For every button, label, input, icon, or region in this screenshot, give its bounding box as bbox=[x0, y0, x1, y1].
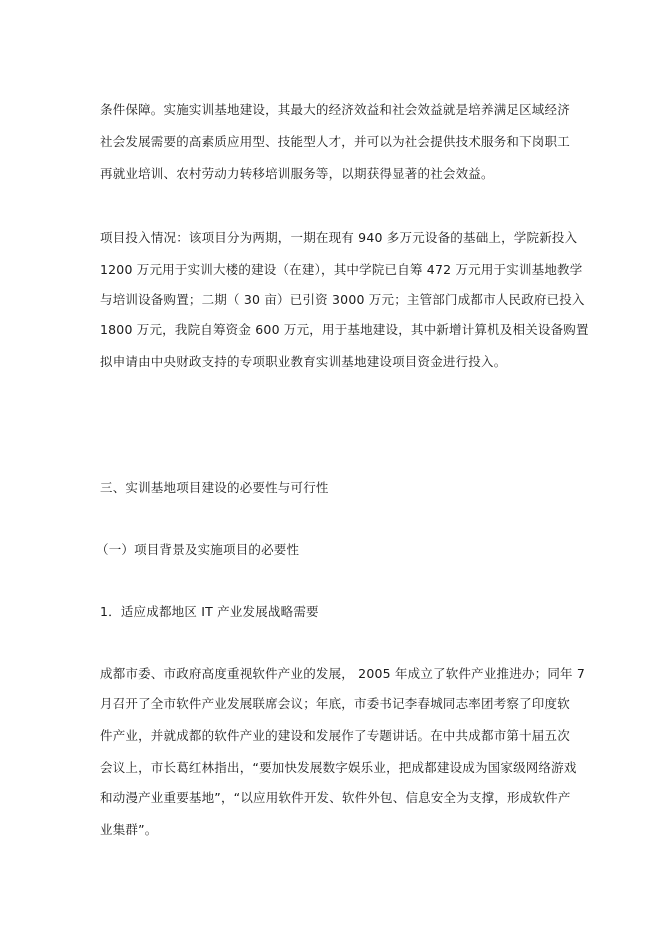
paragraph-line: 再就业培训、农村劳动力转移培训服务等，以期获得显著的社会效益。 bbox=[100, 166, 494, 181]
paragraph-line: 会议上，市长葛红林指出，“要加快发展数字娱乐业，把成都建设成为国家级网络游戏 bbox=[100, 760, 577, 775]
paragraph-line: 月召开了全市软件产业发展联席会议；年底，市委书记李春城同志率团考察了印度软 bbox=[100, 696, 570, 711]
paragraph-line: 项目投入情况：该项目分为两期，一期在现有 940 多万元设备的基础上，学院新投入 bbox=[100, 230, 578, 245]
paragraph-line: 和动漫产业重要基地”，“以应用软件开发、软件外包、信息安全为支撑，形成软件产 bbox=[100, 790, 571, 805]
paragraph-line: 与培训设备购置；二期（ 30 亩）已引资 3000 万元；主管部门成都市人民政府已投入 bbox=[100, 292, 585, 307]
paragraph-line: 业集群”。 bbox=[100, 822, 158, 837]
paragraph-line: 条件保障。实施实训基地建设，其最大的经济效益和社会效益就是培养满足区域经济 bbox=[100, 102, 570, 117]
paragraph-line: 1800 万元，我院自筹资金 600 万元，用于基地建设，其中新增计算机及相关设备购置 bbox=[100, 322, 589, 337]
item-heading: 1．适应成都地区 IT 产业发展战略需要 bbox=[100, 604, 319, 619]
section-heading: 三、实训基地项目建设的必要性与可行性 bbox=[100, 480, 329, 495]
paragraph-line: 1200 万元用于实训大楼的建设（在建），其中学院已自筹 472 万元用于实训基地教学 bbox=[100, 262, 583, 277]
subsection-heading: （一）项目背景及实施项目的必要性 bbox=[96, 542, 300, 557]
paragraph-line: 成都市委、市政府高度重视软件产业的发展， 2005 年成立了软件产业推进办；同年 7 bbox=[100, 666, 586, 681]
paragraph-line: 社会发展需要的高素质应用型、技能型人才，并可以为社会提供技术服务和下岗职工 bbox=[100, 134, 570, 149]
paragraph-line: 拟申请由中央财政支持的专项职业教育实训基地建设项目资金进行投入。 bbox=[100, 354, 507, 369]
paragraph-line: 件产业，并就成都的软件产业的建设和发展作了专题讲话。在中共成都市第十届五次 bbox=[100, 728, 570, 743]
